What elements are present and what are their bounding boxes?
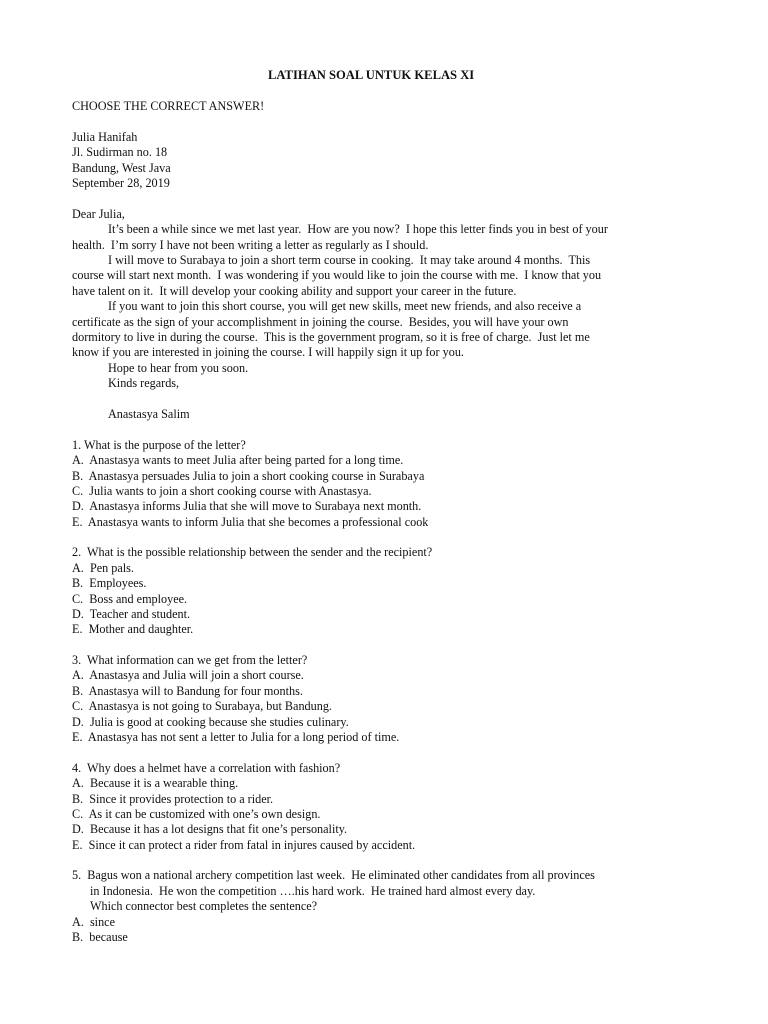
answer-option[interactable]: D. Because it has a lot designs that fit one’s personality.	[72, 822, 348, 836]
letter-line: dormitory to live in during the course. This is the government program, so it is free of charge. Just let me	[72, 330, 590, 344]
answer-option[interactable]: E. Anastasya has not sent a letter to Julia for a long period of time.	[72, 730, 400, 744]
letter-line: course will start next month. I was wondering if you would like to join the course with me. I know that you	[72, 268, 602, 282]
answer-option[interactable]: E. Since it can protect a rider from fatal in injures caused by accident.	[72, 838, 416, 852]
question-text: 5. Bagus won a national archery competition last week. He eliminated other candidates from all provinces	[72, 868, 595, 882]
page-title: LATIHAN SOAL UNTUK KELAS XI	[268, 68, 475, 82]
answer-option[interactable]: A. Anastasya wants to meet Julia after being parted for a long time.	[72, 453, 404, 467]
answer-option[interactable]: A. since	[72, 915, 115, 929]
answer-option[interactable]: D. Julia is good at cooking because she studies culinary.	[72, 715, 349, 729]
answer-option[interactable]: C. Julia wants to join a short cooking course with Anastasya.	[72, 484, 372, 498]
letter-closing: Kinds regards,	[108, 376, 180, 390]
answer-option[interactable]: A. Anastasya and Julia will join a short course.	[72, 668, 304, 682]
question-text: in Indonesia. He won the competition ….his hard work. He trained hard almost every day.	[90, 884, 536, 898]
address-line: Julia Hanifah	[72, 130, 138, 144]
answer-option[interactable]: D. Anastasya informs Julia that she will move to Surabaya next month.	[72, 499, 422, 513]
answer-option[interactable]: A. Pen pals.	[72, 561, 134, 575]
answer-option[interactable]: B. Employees.	[72, 576, 147, 590]
letter-line: It’s been a while since we met last year. How are you now? I hope this letter finds you in best of your	[108, 222, 608, 236]
answer-option[interactable]: B. Anastasya will to Bandung for four months.	[72, 684, 303, 698]
letter-date: September 28, 2019	[72, 176, 170, 190]
question-text: 2. What is the possible relationship between the sender and the recipient?	[72, 545, 433, 559]
question-text: 1. What is the purpose of the letter?	[72, 438, 246, 452]
letter-line: If you want to join this short course, you will get new skills, meet new friends, and also receive a	[108, 299, 582, 313]
answer-option[interactable]: A. Because it is a wearable thing.	[72, 776, 239, 790]
answer-option[interactable]: E. Anastasya wants to inform Julia that she becomes a professional cook	[72, 515, 429, 529]
question-text: Which connector best completes the sentence?	[90, 899, 318, 913]
question-text: 4. Why does a helmet have a correlation with fashion?	[72, 761, 341, 775]
address-line: Jl. Sudirman no. 18	[72, 145, 168, 159]
answer-option[interactable]: C. Anastasya is not going to Surabaya, but Bandung.	[72, 699, 332, 713]
answer-option[interactable]: B. because	[72, 930, 128, 944]
letter-line: certificate as the sign of your accomplishment in joining the course. Besides, you will have your own	[72, 315, 569, 329]
letter-line: know if you are interested in joining the course. I will happily sign it up for you.	[72, 345, 464, 359]
letter-greeting: Dear Julia,	[72, 207, 125, 221]
answer-option[interactable]: C. Boss and employee.	[72, 592, 188, 606]
question-text: 3. What information can we get from the letter?	[72, 653, 308, 667]
letter-line: have talent on it. It will develop your cooking ability and support your career in the future.	[72, 284, 517, 298]
address-line: Bandung, West Java	[72, 161, 171, 175]
answer-option[interactable]: E. Mother and daughter.	[72, 622, 194, 636]
letter-line: I will move to Surabaya to join a short term course in cooking. It may take around 4 months. This	[108, 253, 591, 267]
answer-option[interactable]: D. Teacher and student.	[72, 607, 191, 621]
letter-closing: Hope to hear from you soon.	[108, 361, 249, 375]
letter-line: health. I’m sorry I have not been writing a letter as regularly as I should.	[72, 238, 429, 252]
answer-option[interactable]: B. Since it provides protection to a rider.	[72, 792, 274, 806]
letter-signature: Anastasya Salim	[108, 407, 190, 421]
answer-option[interactable]: C. As it can be customized with one’s own design.	[72, 807, 321, 821]
instruction: CHOOSE THE CORRECT ANSWER!	[72, 99, 265, 113]
answer-option[interactable]: B. Anastasya persuades Julia to join a short cooking course in Surabaya	[72, 469, 425, 483]
